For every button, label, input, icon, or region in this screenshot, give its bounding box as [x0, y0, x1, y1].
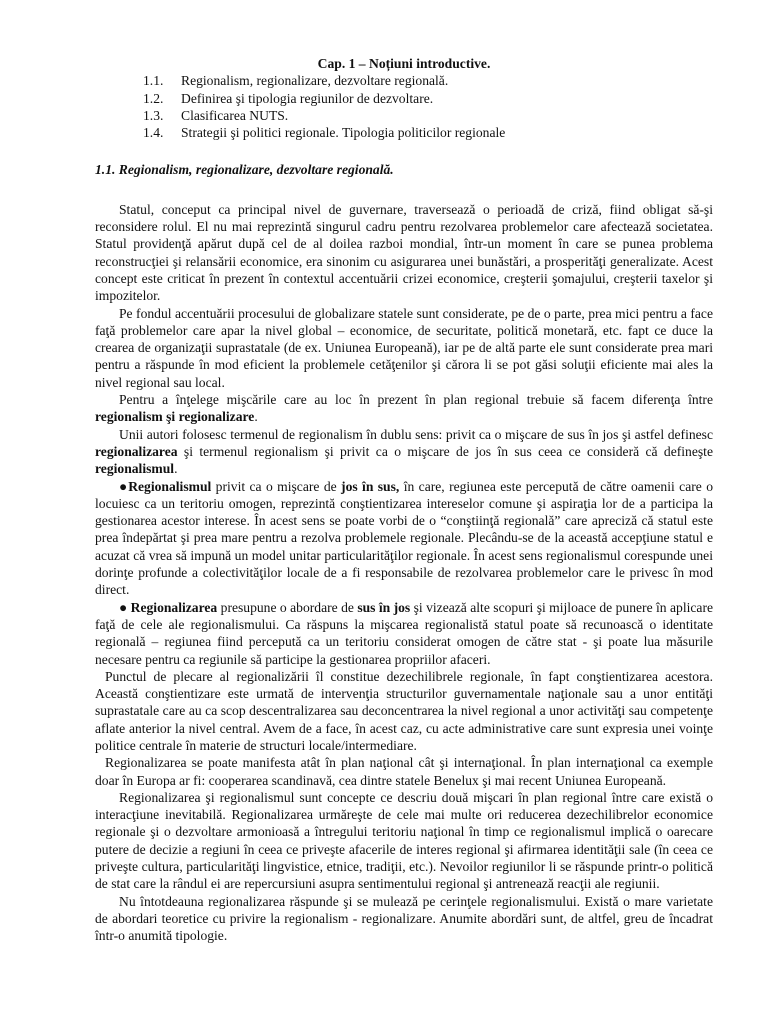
chapter-title: Cap. 1 – Noțiuni introductive. [317, 56, 491, 71]
toc-item-number: 1.2. [143, 90, 164, 106]
paragraph: Pe fondul accentuării procesului de globalizare statele sunt considerate, pe de o parte, prea mici pentru a face faţă problemelor care apar la nivel global – economice, de securitate, politică monetară, etc. fapt ce duce la crearea de organizaţii suprastatale (de ex. Uniunea Europeană), iar pe de altă parte ele sunt considerate prea mari pentru a răspunde în mod eficient la problemele cetăţenilor şi cărora li se pot găsi soluţii eficiente mai ales la nivel regional sau local. [95, 305, 713, 390]
text-run: Pentru a înţelege mişcările care au loc în prezent în plan regional trebuie să facem diferenţa între [119, 392, 713, 408]
paragraph: Punctul de plecare al regionalizării îl constitue dezechilibrele regionale, în fapt conştientizarea acestora. Această conştientizare este urmată de intervenţia structurilor guvernamentale naţionale sau a unor entităţi suprastatale care au ca scop descentralizarea sau deconcentrarea la nivel regional a unor activităţi sau competenţe aflate anterior la nivel central. Avem de a face, în acest caz, cu acte administrative care sunt expresia unei voinţe politice centrale în materie de structuri locale/intermediare. [95, 668, 713, 753]
toc-item-number: 1.1. [143, 73, 164, 89]
document-page [95, 55, 713, 945]
paragraph [95, 426, 713, 478]
toc-item-text: Clasificarea NUTS. [181, 107, 289, 123]
toc-item-number: 1.3. [143, 107, 164, 123]
toc-item-number: 1.4. [143, 125, 164, 141]
bullet-icon: ● [119, 599, 131, 615]
text-run: Unii autori folosesc termenul de regionalism în dublu sens: privit ca o mişcare de sus în jos şi astfel definesc [119, 426, 713, 442]
toc-item-text: Definirea şi tipologia regiunilor de dezvoltare. [181, 90, 434, 106]
body-text [95, 201, 713, 945]
table-of-contents [95, 72, 713, 141]
bold-term: jos în sus, [341, 478, 400, 494]
paragraph [95, 391, 713, 426]
bold-term: regionalismul [95, 461, 175, 477]
bold-term: sus în jos [357, 599, 411, 615]
bold-term: regionalizarea [95, 443, 178, 459]
toc-item [143, 107, 713, 124]
text-run: şi termenul regionalism şi privit ca o mişcare de jos în sus ceea ce consideră că defineşte [177, 443, 713, 459]
toc-item [143, 124, 713, 141]
toc-item-text: Strategii şi politici regionale. Tipologia politicilor regionale [181, 125, 506, 141]
section-heading: 1.1. Regionalism, regionalizare, dezvoltare regională. [95, 162, 394, 178]
toc-item [143, 72, 713, 89]
paragraph: Regionalizarea se poate manifesta atât în plan naţional cât şi internaţional. În plan internaţional ca exemple doar în Europa ar fi: cooperarea scandinavă, cea dintre statele Benelux şi mai recent Uniunea Europeană. [95, 755, 713, 788]
bold-term: Regionalizarea [130, 599, 218, 615]
text-run: privit ca o mişcare de [211, 478, 342, 494]
paragraph: Regionalizarea şi regionalismul sunt concepte ce descriu două mişcari în plan regional între care există o interacţiune inevitabilă. Regionalizarea urmăreşte de cele mai multe ori reducerea dezechilibrelor economice regionale şi o dezvoltare armonioasă a întregului teritoriu naţional în timp ce regionalismul implică o oarecare putere de decizie a regiuni în ceea ce priveşte afacerile de interes regional şi afirmarea identităţii sale (în ceea ce priveşte cultura, particularităţi lingvistice, etnice, tradiţii, etc.). Nevoilor regiunilor li se răspunde printr-o politică de stat care la rândul ei are repercursiuni asupra sentimentului regional şi antrenează reacţii ale regiunii. [95, 789, 713, 892]
toc-item [143, 90, 713, 107]
paragraph [95, 478, 713, 599]
text-run: în care, regiunea este percepută de către oamenii care o locuiesc ca un teritoriu omogen, reprezintă conştientizarea intereselor comune şi aspiraţia lor de a participa la gestionarea acestor interese. În acest sens se poate vorbi de o “conştiinţă regională” care apreciză că statul este prea îndepărtat şi prea mare pentru a rezolva problemele regionale. Plecându-se de la această accepţiune statul e acuzat că vrea să impună un model unitar particularităţilor regionale. În acest sens regionalismul corespunde unei dorinţe profunde a colectivităţilor locale de a fi responsabile de rezolvarea problemelor care le privesc în mod direct. [95, 478, 713, 598]
text-run: . [254, 409, 258, 425]
paragraph: Statul, conceput ca principal nivel de guvernare, traversează o perioadă de criză, fiind obligat să-şi reconsidere rolul. El nu mai reprezintă singurul cadru pentru rezolvarea problemelor care afectează societatea. Statul providenţă apărut după cel de al doilea razboi mondial, într-un moment în care se punea problema reconstrucţiei şi relansării economice, era sinonim cu asigurarea unei bunăstări, a prosperităţi generalizate. Acest concept este criticat în prezent în contextul accentuării crizei economice, creşterii şomajului, creşterii taxelor şi impozitelor. [95, 201, 713, 304]
text-run: . [174, 461, 178, 477]
bullet-icon: ● [119, 478, 129, 494]
toc-item-text: Regionalism, regionalizare, dezvoltare regională. [181, 73, 449, 89]
text-run: şi vizează alte scopuri şi mijloace de punere în aplicare faţă de cele ale regionalismului. Ca răspuns la mişcarea regionalistă statul poate să recunoască o identitate regională – regiunea fiind percepută ca un teritoriu considerat omogen de către stat - şi poate lua măsurile necesare pentru ca regiunile să participe la gestionarea propriilor afaceri. [95, 599, 714, 667]
bold-term: regionalism şi regionalizare [95, 409, 255, 425]
bold-term: Regionalismul [128, 478, 212, 494]
paragraph [95, 599, 713, 668]
paragraph: Nu întotdeauna regionalizarea răspunde şi se mulează pe cerinţele regionalismului. Există o mare varietate de abordari teoretice cu privire la regionalism - regionalizare. Anumite abordări sunt, de altfel, greu de încadrat într-o anumită tipologie. [95, 893, 713, 944]
text-run: presupune o abordare de [217, 599, 358, 615]
